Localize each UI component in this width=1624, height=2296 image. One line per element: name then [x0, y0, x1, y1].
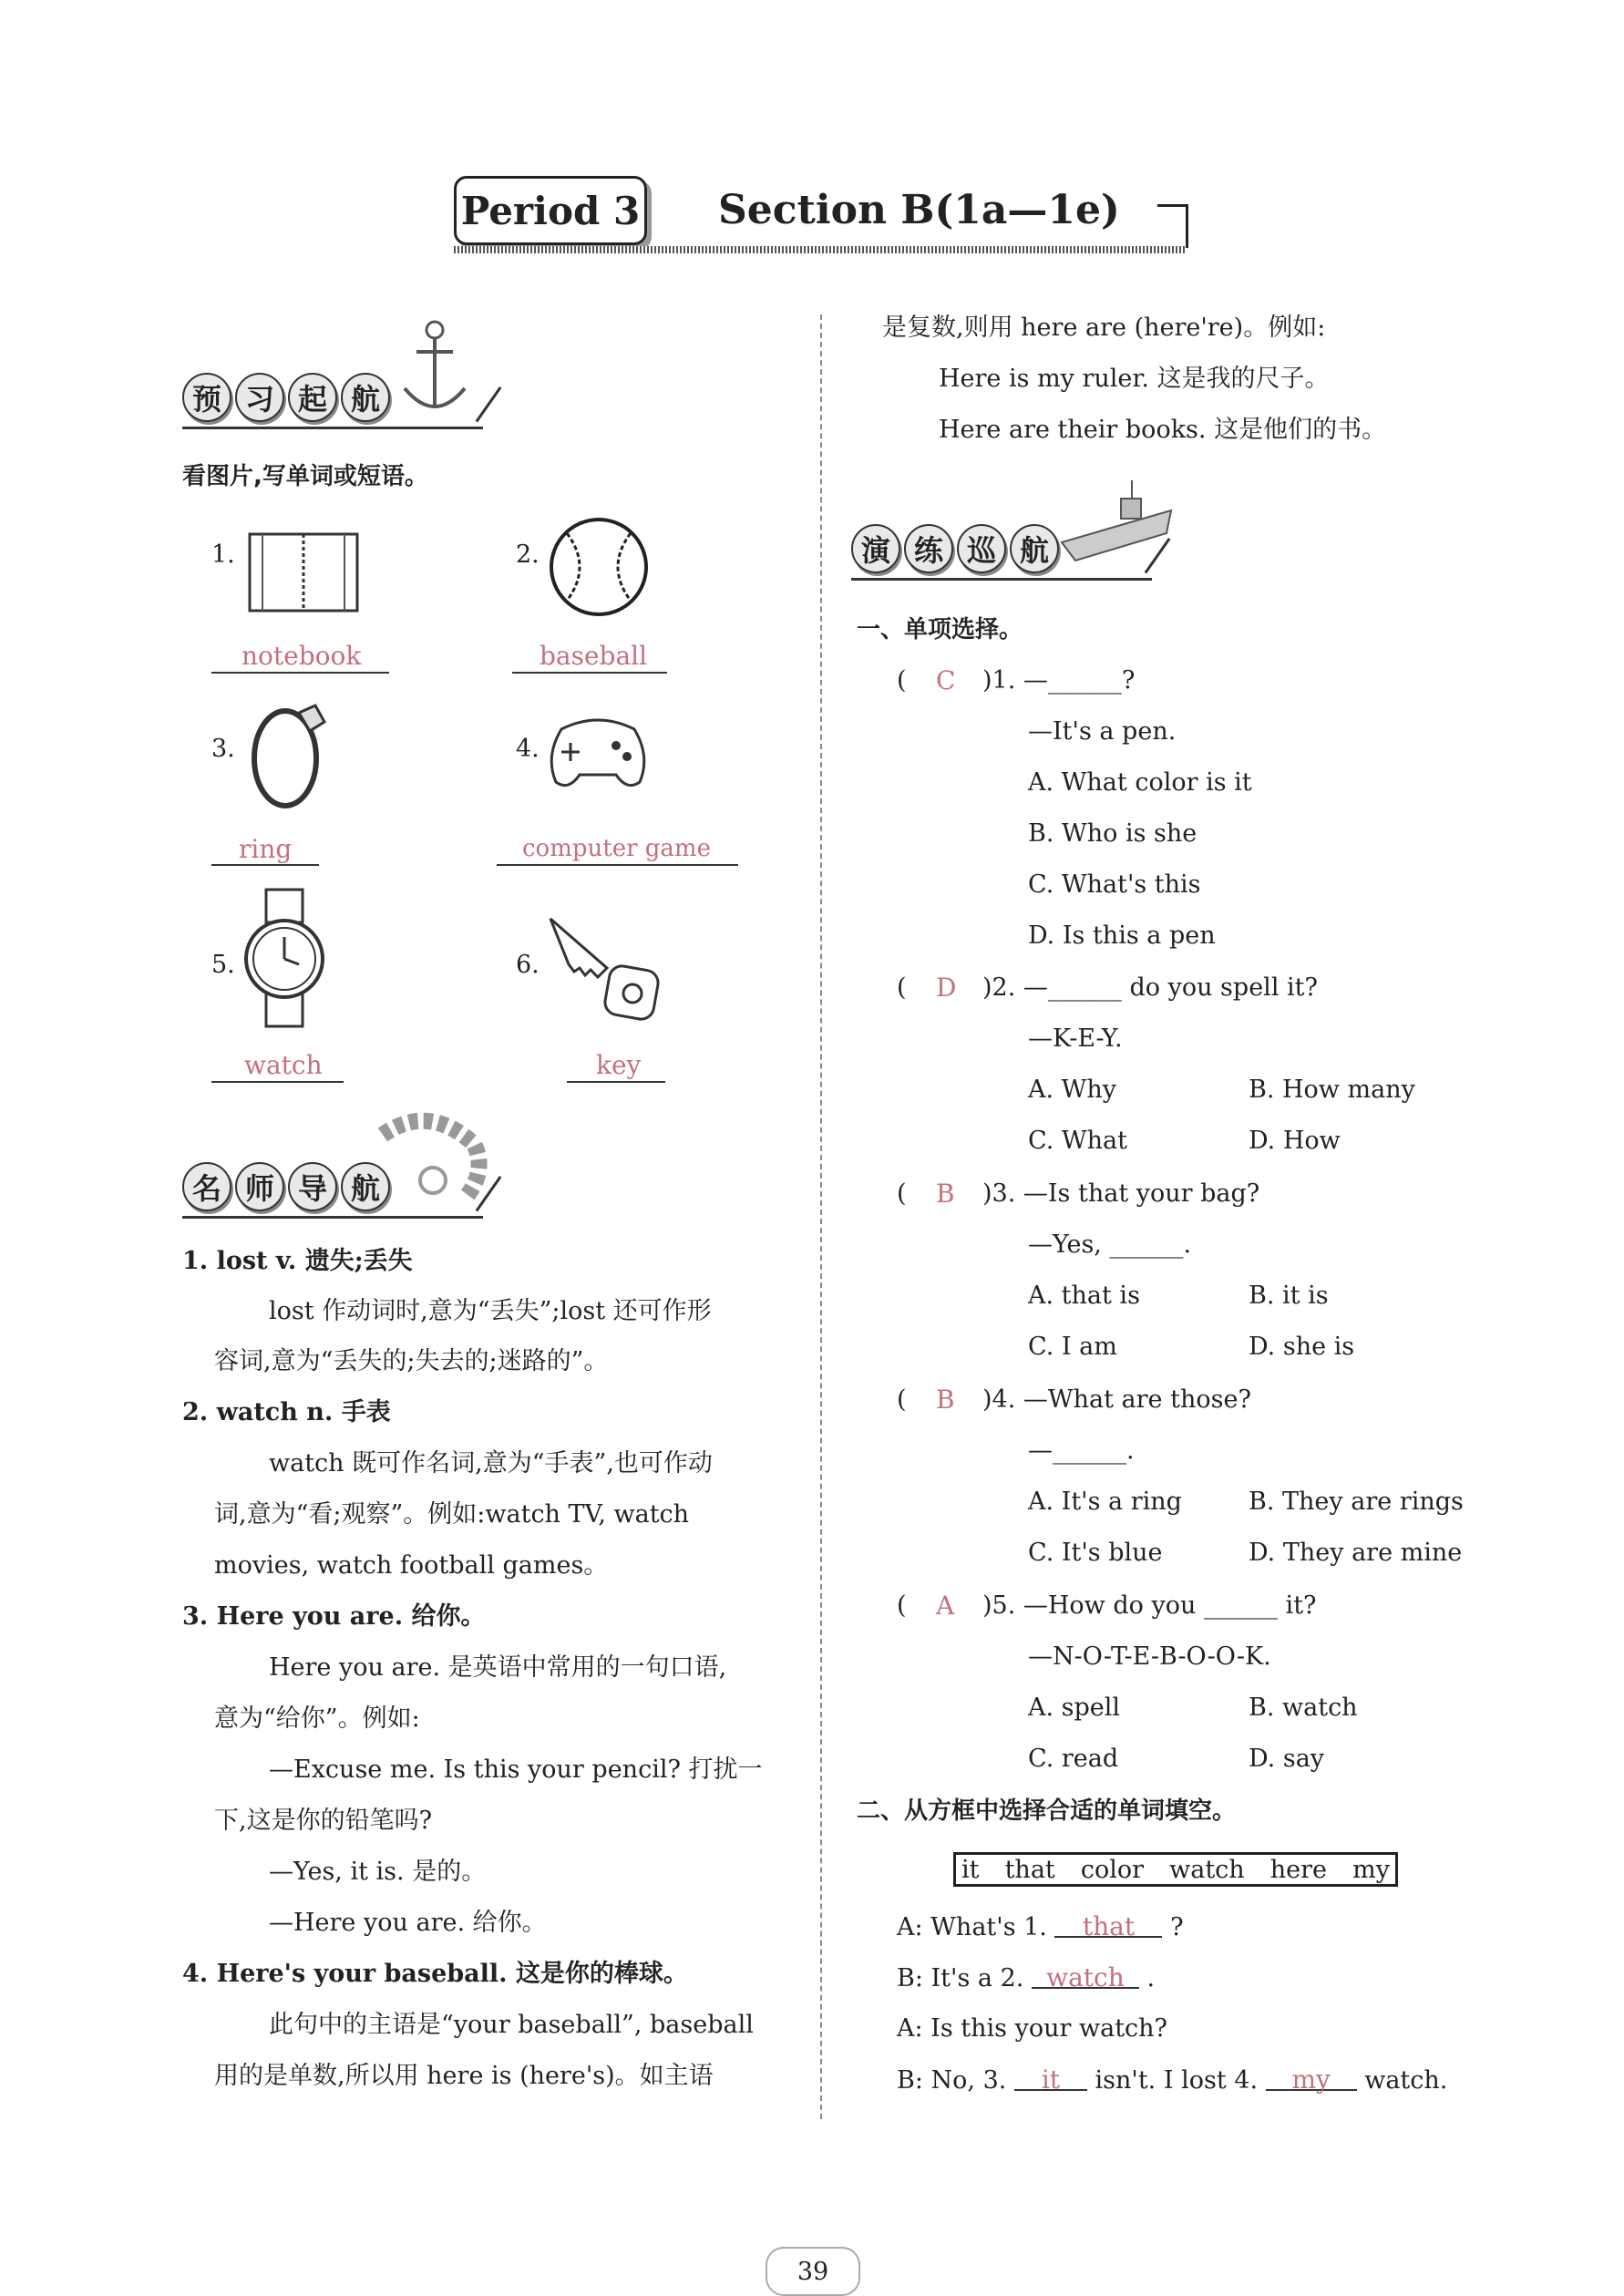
answer-key: key: [596, 1050, 642, 1080]
answer-q3: B: [936, 1179, 955, 1209]
banner-char: 起: [288, 373, 337, 422]
section-title: Section B(1a—1e): [718, 187, 1120, 233]
answer-q1: C: [936, 665, 956, 695]
blank-answer-3: it: [1014, 2067, 1087, 2091]
question-reply: —______.: [1028, 1436, 1135, 1465]
blank-answer-1: that: [1054, 1914, 1162, 1938]
banner-teacher: [182, 1158, 390, 1216]
answer-line: [211, 864, 319, 866]
question-reply: —K-E-Y.: [1028, 1024, 1123, 1053]
item-number: 1.: [211, 541, 235, 569]
option: B. watch: [1249, 1694, 1358, 1722]
note-text: 此句中的主语是“your baseball”, baseball: [269, 2011, 754, 2039]
ship-icon: [1057, 479, 1176, 565]
candy-decoration-icon: [374, 1107, 492, 1208]
banner-char: 航: [1010, 524, 1059, 573]
question-reply: —Yes, ______.: [1028, 1230, 1192, 1259]
dialogue-text: B: No, 3.: [897, 2066, 1007, 2095]
banner-underline: [851, 578, 1152, 581]
ring-icon: [244, 695, 335, 813]
dialogue-line: [897, 2064, 1448, 2095]
item-number: 2.: [516, 541, 540, 569]
answer-notebook: notebook: [242, 641, 362, 671]
dialogue-text: .: [1146, 1964, 1156, 1992]
word-option: that: [1004, 1855, 1055, 1884]
dialogue-line: A: Is this your watch?: [897, 2014, 1168, 2043]
notebook-icon: [244, 527, 363, 618]
paren: (: [897, 973, 907, 1002]
option: A. What color is it: [1028, 768, 1252, 797]
note-heading: 1. lost v. 遗失;丢失: [182, 1247, 413, 1275]
item-number: 6.: [516, 951, 540, 979]
note-text: Here are their books. 这是他们的书。: [939, 416, 1387, 444]
banner-practice: [851, 520, 1059, 578]
paren: (: [897, 1179, 907, 1208]
option: C. It's blue: [1028, 1539, 1163, 1567]
option: A. that is: [1028, 1282, 1140, 1310]
word-option: it: [961, 1855, 980, 1884]
part1-title: 一、单项选择。: [857, 616, 1023, 643]
answer-line: [211, 672, 389, 674]
answer-q4: B: [936, 1385, 955, 1415]
paren: (: [897, 1591, 907, 1620]
option: C. read: [1028, 1745, 1119, 1773]
note-text: 意为“给你”。例如:: [214, 1704, 420, 1733]
paren: (: [897, 1385, 907, 1414]
dialogue-text: A: What's 1.: [897, 1913, 1047, 1941]
answer-q5: A: [936, 1591, 955, 1621]
word-box: [953, 1852, 1398, 1887]
question-stem: )4. —What are those?: [982, 1385, 1251, 1414]
part2-title: 二、从方框中选择合适的单词填空。: [857, 1797, 1237, 1825]
option: B. They are rings: [1249, 1488, 1464, 1516]
answer-q2: D: [936, 973, 957, 1003]
answer-line: [567, 1081, 665, 1083]
question-reply: —It's a pen.: [1028, 717, 1177, 746]
option: A. It's a ring: [1028, 1488, 1182, 1516]
banner-char: 师: [235, 1162, 284, 1211]
question-stem: )3. —Is that your bag?: [982, 1179, 1260, 1208]
baseball-icon: [547, 515, 652, 620]
paren: (: [897, 666, 907, 695]
banner-char: 习: [235, 373, 284, 422]
note-heading: 4. Here's your baseball. 这是你的棒球。: [182, 1960, 688, 1988]
note-heading: 3. Here you are. 给你。: [182, 1602, 486, 1631]
answer-line: [211, 1081, 344, 1083]
answer-line: [497, 864, 738, 866]
answer-ring: ring: [239, 834, 293, 864]
note-text: movies, watch football games。: [214, 1551, 609, 1580]
option: B. How many: [1249, 1076, 1415, 1104]
option: C. What: [1028, 1127, 1127, 1155]
word-option: watch: [1169, 1855, 1245, 1884]
note-text: 用的是单数,所以用 here is (here's)。如主语: [214, 2062, 714, 2090]
option: D. Is this a pen: [1028, 921, 1216, 950]
answer-watch: watch: [244, 1050, 323, 1080]
note-heading: 2. watch n. 手表: [182, 1398, 391, 1426]
banner-char: 名: [182, 1162, 231, 1211]
note-text: watch 既可作名词,意为“手表”,也可作动: [269, 1449, 713, 1477]
option: D. They are mine: [1249, 1539, 1463, 1567]
banner-slash: [476, 386, 502, 422]
note-text: 容词,意为“丢失的;失去的;迷路的”。: [214, 1347, 609, 1375]
banner-underline: [182, 427, 483, 429]
dialogue-text: watch.: [1364, 2066, 1448, 2095]
banner-underline: [182, 1216, 483, 1219]
note-text: 是复数,则用 here are (here're)。例如:: [882, 314, 1326, 342]
answer-baseball: baseball: [540, 641, 648, 671]
question-stem: )5. —How do you ______ it?: [982, 1591, 1317, 1620]
dialogue-text: isn't. I lost 4.: [1095, 2066, 1259, 2095]
dialogue-line: [897, 1911, 1184, 1941]
watch-icon: [239, 886, 330, 1032]
dialogue-line: [897, 1962, 1156, 1992]
answer-computer-game: computer game: [522, 835, 711, 862]
option: D. How: [1249, 1127, 1341, 1155]
banner-char: 练: [904, 524, 953, 573]
banner-char: 航: [341, 1162, 390, 1211]
word-option: my: [1352, 1855, 1390, 1884]
header-hook: [1157, 204, 1188, 207]
word-option: here: [1269, 1855, 1328, 1884]
dialogue-text: B: It's a 2.: [897, 1964, 1024, 1992]
column-divider: [820, 314, 822, 2119]
item-number: 5.: [211, 951, 235, 979]
note-text: 词,意为“看;观察”。例如:watch TV, watch: [214, 1500, 690, 1529]
word-option: color: [1080, 1855, 1145, 1884]
item-number: 4.: [516, 735, 540, 763]
note-text: —Excuse me. Is this your pencil? 打扰一: [269, 1755, 763, 1784]
question-stem: )2. —______ do you spell it?: [982, 973, 1318, 1002]
page-number: 39: [766, 2247, 860, 2296]
option: D. say: [1249, 1745, 1325, 1773]
key-icon: [543, 911, 671, 1030]
option: A. spell: [1028, 1694, 1121, 1722]
note-text: lost 作动词时,意为“丢失”;lost 还可作形: [269, 1297, 712, 1325]
banner-char: 航: [341, 373, 390, 422]
question-stem: )1. —______?: [982, 666, 1136, 695]
header-rule: [454, 246, 1185, 253]
option: A. Why: [1028, 1076, 1117, 1104]
header-hook-vertical: [1186, 204, 1188, 248]
note-text: 下,这是你的铅笔吗?: [214, 1807, 433, 1835]
blank-answer-2: watch: [1032, 1965, 1139, 1989]
dialogue-text: ?: [1170, 1913, 1184, 1941]
note-text: Here you are. 是英语中常用的一句口语,: [269, 1653, 727, 1682]
banner-char: 演: [851, 524, 900, 573]
gamepad-icon: [543, 702, 653, 802]
option: B. Who is she: [1028, 819, 1197, 848]
option: D. she is: [1249, 1333, 1355, 1361]
anchor-icon: [394, 317, 476, 427]
note-text: —Here you are. 给你。: [269, 1909, 547, 1937]
note-text: Here is my ruler. 这是我的尺子。: [939, 365, 1330, 393]
note-text: —Yes, it is. 是的。: [269, 1858, 487, 1886]
blank-answer-4: my: [1266, 2067, 1357, 2091]
question-reply: —N-O-T-E-B-O-O-K.: [1028, 1642, 1271, 1671]
banner-char: 巡: [957, 524, 1006, 573]
banner-char: 导: [288, 1162, 337, 1211]
option: C. I am: [1028, 1333, 1117, 1361]
banner-preview: [182, 368, 390, 427]
item-number: 3.: [211, 735, 235, 763]
option: C. What's this: [1028, 870, 1201, 899]
period-label: Period 3: [454, 176, 647, 245]
answer-line: [512, 672, 667, 674]
preview-instruction: 看图片,写单词或短语。: [182, 463, 428, 490]
banner-char: 预: [182, 373, 231, 422]
option: B. it is: [1249, 1282, 1329, 1310]
